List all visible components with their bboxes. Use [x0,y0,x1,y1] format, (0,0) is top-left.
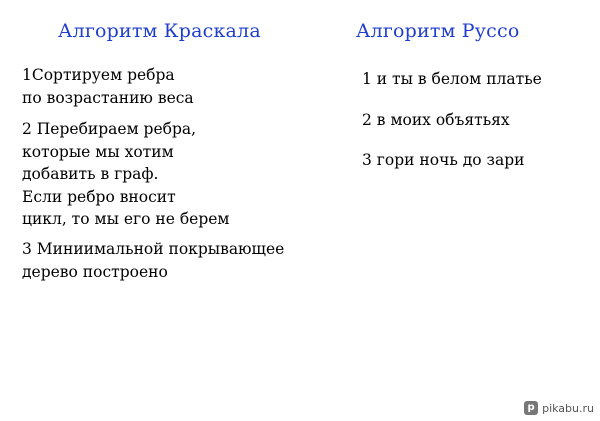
right-step-3: 3 гори ночь до зари [362,151,525,169]
left-step-2: 2 Перебираем ребра, которые мы хотим добавить в граф. Если ребро вносит цикл, то мы его не берем [22,120,230,228]
left-step-1: 1Сортируем ребра по возрастанию веса [22,66,194,107]
watermark-text: pikabu.ru [542,401,594,415]
right-step-2: 2 в моих объятьях [362,111,510,129]
watermark [524,401,594,415]
left-step-3: 3 Миниимальной покрывающее дерево построено [22,240,285,281]
right-step-1: 1 и ты в белом платье [362,70,542,88]
pikabu-logo-icon: p [524,401,538,415]
right-column-title: Алгоритм Руссо [356,20,520,42]
left-column-title: Алгоритм Краскала [58,20,261,42]
